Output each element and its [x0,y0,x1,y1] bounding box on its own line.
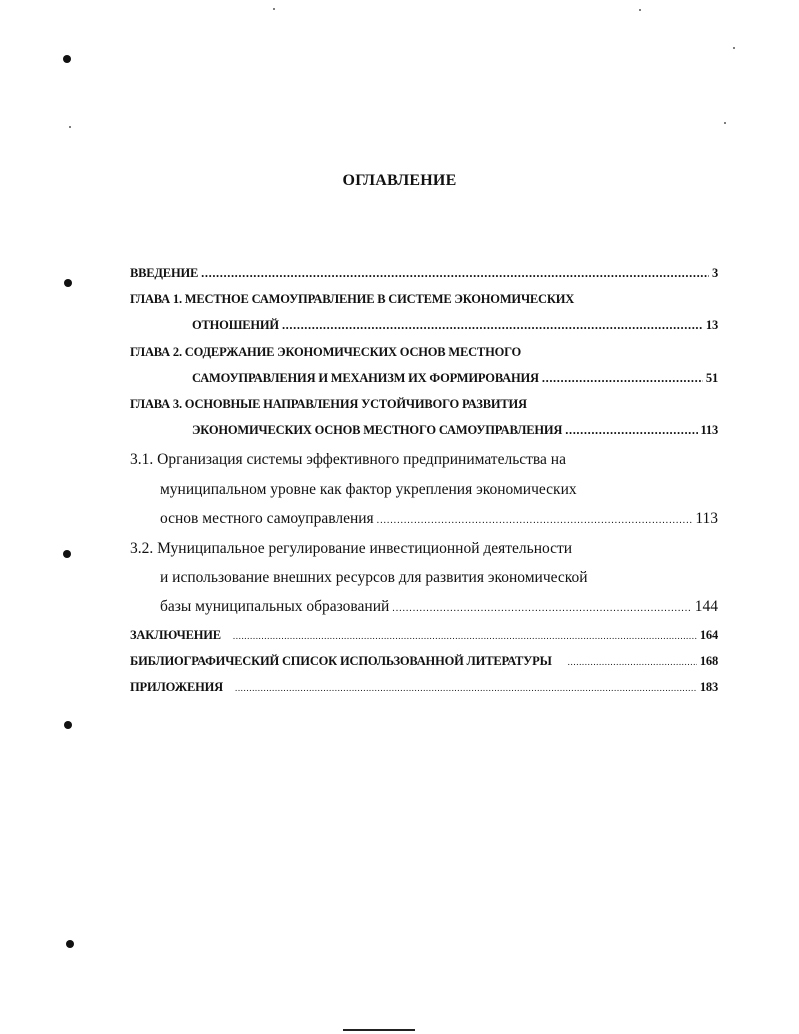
toc-entry-chapter-1 [130,292,718,307]
toc-entry-introduction [130,266,718,281]
punch-hole-mark [64,279,72,287]
dot-leader [282,318,703,333]
toc-entry-chapter-3-cont [192,423,718,438]
toc-page-number: 3 [711,266,718,280]
toc-page-number: 183 [699,680,718,694]
dot-leader [235,683,697,693]
dot-leader [377,515,693,526]
toc-entry-label: ГЛАВА 1. МЕСТНОЕ САМОУПРАВЛЕНИЕ В СИСТЕМЕ ЭКОНОМИЧЕСКИХ [130,292,575,306]
toc-entry-section-3-2 [130,540,718,558]
toc-entry-label: ГЛАВА 3. ОСНОВНЫЕ НАПРАВЛЕНИЯ УСТОЙЧИВОГО РАЗВИТИЯ [130,397,527,411]
toc-entry-appendices [130,680,718,695]
toc-entry-section-3-2-cont [160,569,718,587]
scan-speck [639,9,641,11]
toc-entry-chapter-3 [130,397,718,412]
toc-entry-section-3-1-cont [160,481,718,499]
toc-entry-label: ЗАКЛЮЧЕНИЕ [130,628,221,642]
toc-page-number: 144 [694,598,718,615]
toc-entry-label: БИБЛИОГРАФИЧЕСКИЙ СПИСОК ИСПОЛЬЗОВАННОЙ ЛИТЕРАТУРЫ [130,654,552,668]
scan-speck [724,122,726,124]
dot-leader [233,631,697,641]
toc-page-number: 51 [705,371,718,385]
dot-leader [542,371,703,386]
scan-bottom-line [343,1029,415,1031]
toc-entry-label: муниципальном уровне как фактор укрепления экономических [160,481,577,498]
toc-page-number: 113 [695,510,718,527]
toc-entry-label: САМОУПРАВЛЕНИЯ И МЕХАНИЗМ ИХ ФОРМИРОВАНИЯ [192,371,539,385]
toc-entry-label: базы муниципальных образований [160,598,390,615]
toc-entry-section-3-1-end [160,510,718,528]
dot-leader [392,603,691,614]
dot-leader [201,266,709,281]
punch-hole-mark [63,550,71,558]
dot-leader [565,423,697,438]
scan-speck [273,8,275,10]
toc-entry-label: 3.1. Организация системы эффективного предпринимательства на [130,451,566,468]
toc-entry-section-3-1 [130,451,718,469]
toc-entry-chapter-2-cont [192,371,718,386]
toc-entry-label: ВВЕДЕНИЕ [130,266,199,280]
toc-entry-label: основ местного самоуправления [160,510,374,527]
toc-entry-bibliography [130,654,718,669]
toc-page-number: 113 [700,423,718,437]
toc-entry-label: 3.2. Муниципальное регулирование инвестиционной деятельности [130,540,573,557]
toc-entry-label: ГЛАВА 2. СОДЕРЖАНИЕ ЭКОНОМИЧЕСКИХ ОСНОВ МЕСТНОГО [130,345,522,359]
toc-page-number: 168 [699,654,718,668]
toc-entry-label: ОТНОШЕНИЙ [192,318,279,332]
toc-entry-label: и использование внешних ресурсов для развития экономической [160,569,588,586]
toc-entry-label: ПРИЛОЖЕНИЯ [130,680,223,694]
toc-page-number: 164 [699,628,718,642]
punch-hole-mark [66,940,74,948]
toc-entry-chapter-2 [130,345,718,360]
toc-entry-section-3-2-end [160,598,718,616]
toc-page-number: 13 [705,318,718,332]
scan-speck [69,126,71,128]
scan-mark-top-left [63,55,71,63]
toc-entry-label: ЭКОНОМИЧЕСКИХ ОСНОВ МЕСТНОГО САМОУПРАВЛЕНИЯ [192,423,563,437]
scan-speck [733,47,735,49]
toc-entry-conclusion [130,628,718,643]
punch-hole-mark [64,721,72,729]
page-title: ОГЛАВЛЕНИЕ [342,172,457,189]
dot-leader [568,657,697,667]
toc-entry-chapter-1-cont [192,318,718,333]
